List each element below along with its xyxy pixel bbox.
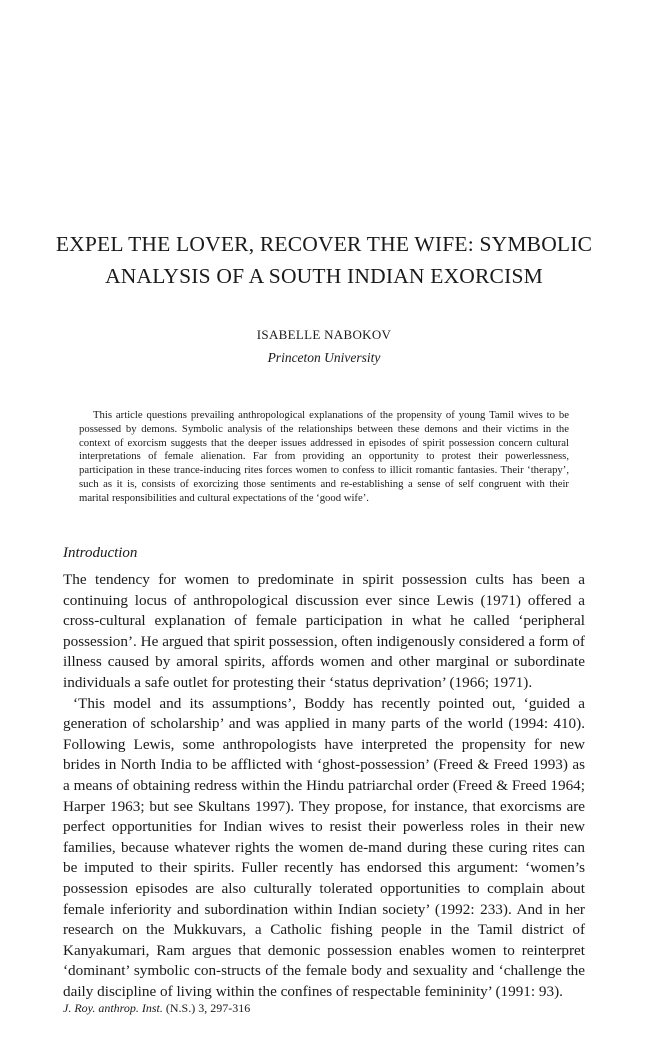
author-name: ISABELLE NABOKOV — [256, 327, 392, 342]
article-title-line-2: ANALYSIS OF A SOUTH INDIAN EXORCISM — [105, 264, 543, 288]
section-heading-introduction: Introduction — [63, 545, 138, 561]
body-text — [63, 570, 585, 1002]
paragraph: The tendency for women to predominate in spirit possession cults has been a continuing locus of anthropological discussion ever since Lewis (1971) offered a cross-cultural explanation of female participation in what he called ‘peripheral possession’. He argued that spirit possession, often indigenously considered a form of illness caused by amoral spirits, affords women and other marginal or subordinate individuals a safe outlet for protesting their ‘status deprivation’ (1966; 1971). — [63, 571, 585, 691]
journal-citation: (N.S.) 3, 297-316 — [165, 1001, 251, 1015]
article-title — [20, 228, 628, 292]
citation-footer — [63, 1001, 250, 1016]
journal-name: J. Roy. anthrop. Inst. — [63, 1001, 163, 1015]
paragraph: ‘This model and its assumptions’, Boddy has recently pointed out, ‘guided a generation of scholarship’ and was applied in many parts of the world (1994: 410). Following Lewis, some anthropologists have interpreted the propensity for new brides in North India to be afflicted with ‘ghost-possession’ (Freed & Freed 1993) as a means of obtaining redress within the Hindu patriarchal order (Freed & Freed 1964; Harper 1963; but see Skultans 1997). They propose, for instance, that exorcisms are perfect opportunities for Indian wives to resist their powerless roles in their new families, because whatever rights the women de-mand during these curing rites can be imputed to their spirits. Fuller recently has endorsed this argument: ‘women’s possession episodes are also culturally tolerated opportunities to complain about female inferiority and subordination within Indian society’ (1992: 233). And in her research on the Mukkuvars, a Catholic fishing people in the Tamil district of Kanyakumari, Ram argues that demonic possession enables women to reinterpret ‘dominant’ symbolic con-structs of the female body and sexuality and ‘challenge the daily discipline of living within the confines of respectable femininity’ (1991: 93). — [63, 694, 585, 1000]
article-title-line-1: EXPEL THE LOVER, RECOVER THE WIFE: SYMBOLIC — [55, 232, 593, 256]
abstract: This article questions prevailing anthropological explanations of the propensity of young Tamil wives to be possessed by demons. Symbolic analysis of the relationships between these demons and their victims in the context of exorcism suggests that the deeper issues addressed in episodes of spirit possession concern cultural interpretations of female alienation. Far from providing an opportunity to protest their powerlessness, participation in these trance-inducing rites forces women to confess to illicit romantic fantasies. Their ‘therapy’, such as it is, consists of exorcizing those sentiments and re-establishing a sense of self congruent with their marital responsibilities and cultural expectations of the ‘good wife’. — [79, 409, 569, 504]
author-affiliation: Princeton University — [267, 350, 381, 365]
